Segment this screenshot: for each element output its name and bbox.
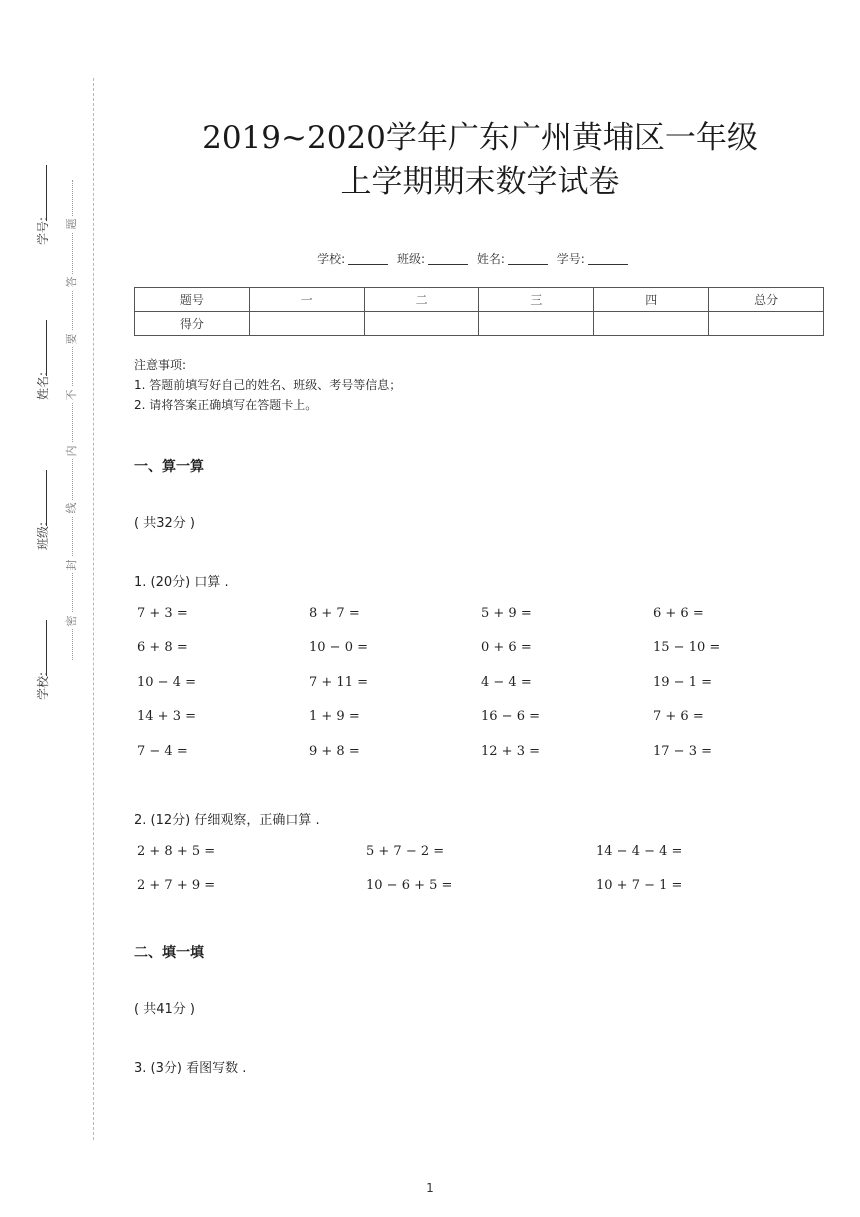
class-field bbox=[32, 470, 52, 550]
equation: 15 − 10 = bbox=[653, 640, 721, 655]
score-header-cell: 题号 bbox=[135, 288, 250, 312]
info-school-blank[interactable] bbox=[348, 264, 388, 265]
score-cell[interactable] bbox=[709, 312, 824, 336]
section2-points: ( 共41分 ) bbox=[134, 1002, 195, 1017]
equation: 4 − 4 = bbox=[481, 675, 532, 690]
section1-heading: 一、算一算 bbox=[134, 459, 204, 475]
section2-heading: 二、填一填 bbox=[134, 945, 204, 961]
equation: 14 − 4 − 4 = bbox=[596, 844, 683, 859]
notes-item: 1. 答题前填写好自己的姓名、班级、考号等信息； bbox=[134, 378, 402, 392]
equation: 7 + 3 = bbox=[137, 606, 188, 621]
equation: 16 − 6 = bbox=[481, 709, 540, 724]
equation: 6 + 8 = bbox=[137, 640, 188, 655]
question-1: 1. (20分) 口算 . bbox=[134, 575, 229, 590]
exam-title-line2: 上学期期末数学试卷 bbox=[340, 164, 620, 200]
seal-dotted-line bbox=[72, 180, 73, 660]
section1-points: ( 共32分 ) bbox=[134, 516, 195, 531]
equation: 8 + 7 = bbox=[309, 606, 360, 621]
equation: 10 − 0 = bbox=[309, 640, 368, 655]
seal-char: 内 bbox=[64, 443, 80, 459]
question-2: 2. (12分) 仔细观察，正确口算 . bbox=[134, 813, 320, 828]
equation: 10 + 7 − 1 = bbox=[596, 878, 683, 893]
score-header-cell: 二 bbox=[364, 288, 479, 312]
score-header-cell: 总分 bbox=[709, 288, 824, 312]
equation: 6 + 6 = bbox=[653, 606, 704, 621]
score-table bbox=[134, 287, 824, 336]
binding-dashed-line bbox=[93, 78, 94, 1140]
seal-char: 题 bbox=[64, 216, 80, 232]
seal-char: 要 bbox=[64, 331, 80, 347]
seal-char: 不 bbox=[64, 387, 80, 403]
student-number-label: 学号: bbox=[36, 216, 50, 245]
score-cell[interactable] bbox=[249, 312, 364, 336]
equation: 2 + 8 + 5 = bbox=[137, 844, 216, 859]
equation: 1 + 9 = bbox=[309, 709, 360, 724]
school-label: 学校: bbox=[36, 671, 50, 700]
equation: 0 + 6 = bbox=[481, 640, 532, 655]
name-label: 姓名: bbox=[36, 371, 50, 400]
equation: 9 + 8 = bbox=[309, 744, 360, 759]
equation: 12 + 3 = bbox=[481, 744, 540, 759]
exam-notes bbox=[134, 355, 401, 415]
score-table-score-row bbox=[135, 312, 824, 336]
question-3: 3. (3分) 看图写数 . bbox=[134, 1061, 247, 1076]
equation: 14 + 3 = bbox=[137, 709, 196, 724]
student-info-line bbox=[130, 250, 820, 267]
equation: 5 + 7 − 2 = bbox=[366, 844, 445, 859]
score-table-header-row bbox=[135, 288, 824, 312]
student-number-field bbox=[32, 165, 52, 245]
score-cell[interactable] bbox=[479, 312, 594, 336]
exam-title-line1: 2019~2020学年广东广州黄埔区一年级 bbox=[202, 120, 758, 156]
class-label: 班级: bbox=[36, 521, 50, 550]
seal-char: 线 bbox=[64, 500, 80, 516]
equation: 17 − 3 = bbox=[653, 744, 712, 759]
exam-title bbox=[130, 116, 830, 204]
equation: 10 − 6 + 5 = bbox=[366, 878, 453, 893]
name-field bbox=[32, 320, 52, 400]
page-number: 1 bbox=[426, 1181, 434, 1195]
equation: 19 − 1 = bbox=[653, 675, 712, 690]
equation: 7 + 11 = bbox=[309, 675, 368, 690]
info-name-blank[interactable] bbox=[508, 264, 548, 265]
score-header-cell: 四 bbox=[594, 288, 709, 312]
info-name-label: 姓名: bbox=[476, 252, 505, 266]
equation: 7 − 4 = bbox=[137, 744, 188, 759]
score-row-label: 得分 bbox=[135, 312, 250, 336]
info-school-label: 学校: bbox=[317, 252, 346, 266]
seal-char: 密 bbox=[64, 613, 80, 629]
score-cell[interactable] bbox=[594, 312, 709, 336]
seal-char: 答 bbox=[64, 274, 80, 290]
notes-item: 2. 请将答案正确填写在答题卡上。 bbox=[134, 398, 318, 412]
info-class-blank[interactable] bbox=[428, 264, 468, 265]
score-header-cell: 三 bbox=[479, 288, 594, 312]
equation: 10 − 4 = bbox=[137, 675, 196, 690]
info-class-label: 班级: bbox=[397, 252, 426, 266]
info-number-blank[interactable] bbox=[588, 264, 628, 265]
equation: 5 + 9 = bbox=[481, 606, 532, 621]
seal-char: 封 bbox=[64, 557, 80, 573]
score-cell[interactable] bbox=[364, 312, 479, 336]
equation: 2 + 7 + 9 = bbox=[137, 878, 216, 893]
notes-heading: 注意事项: bbox=[134, 358, 187, 372]
equation: 7 + 6 = bbox=[653, 709, 704, 724]
school-field bbox=[32, 620, 52, 700]
score-header-cell: 一 bbox=[249, 288, 364, 312]
info-number-label: 学号: bbox=[556, 252, 585, 266]
